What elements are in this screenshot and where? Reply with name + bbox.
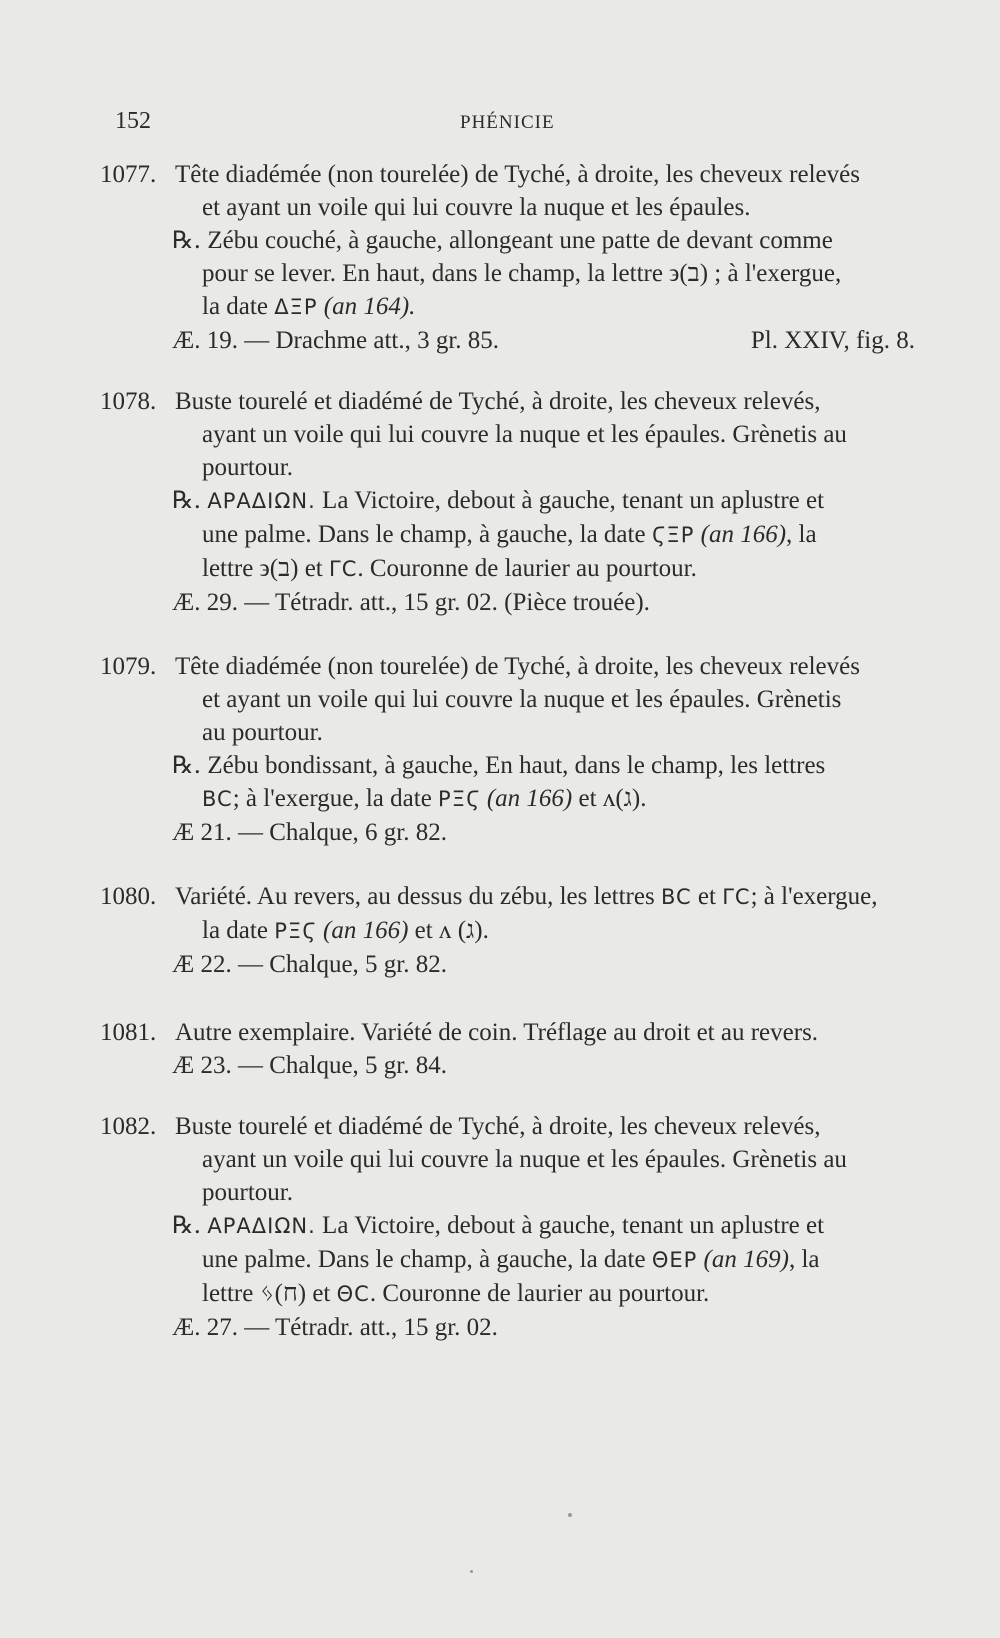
reverse-line: ℞. ΑΡΑΔΙΩΝ. La Victoire, debout à gauche, tenant un aplustre et [172, 486, 825, 514]
date-greek: ΘΕΡ [651, 1248, 698, 1272]
reverse-legend: ΑΡΑΔΙΩΝ. [207, 489, 316, 513]
page-header [115, 108, 910, 148]
coin-entry-1079 [100, 650, 915, 849]
reverse-line: lettre ᛃ(ח) et ΘC. Couronne de laurier au pourtour. [202, 1280, 710, 1307]
date-greek: ΔΞΡ [274, 295, 318, 319]
monogram: ΓC [329, 557, 358, 581]
letter-symbol: ᛃ(ח) [259, 1280, 307, 1307]
reverse-line: pour se lever. En haut, dans le champ, la lettre ϶(ב) ; à l'exergue, [202, 260, 842, 287]
letter-symbol: ϶(ב) [669, 260, 709, 287]
reverse-line: BC; à l'exergue, la date ΡΞϚ (an 166) et ʌ(ג). [202, 785, 647, 812]
reverse-line: une palme. Dans le champ, à gauche, la date ΘΕΡ (an 169), la [202, 1246, 820, 1273]
entry-number: 1079. [100, 653, 157, 680]
date-greek: ΡΞϚ [274, 919, 317, 943]
letters-greek: BC [660, 885, 692, 909]
description-line: Autre exemplaire. Variété de coin. Tréflage au droit et au revers. [175, 1019, 819, 1046]
entry-number: 1081. [100, 1019, 157, 1046]
reverse-symbol: ℞. [172, 486, 202, 514]
metal-line: Æ 21. — Chalque, 6 gr. 82. [172, 819, 447, 846]
reverse-symbol: ℞. [172, 1211, 202, 1239]
paper-speck [470, 1570, 473, 1573]
entry-number: 1078. [100, 388, 157, 415]
date-greek: ΡΞϚ [438, 787, 481, 811]
metal-line: Æ. 27. — Tétradr. att., 15 gr. 02. [172, 1314, 498, 1341]
entry-number: 1080. [100, 883, 157, 910]
coin-entry-1077 [100, 158, 915, 357]
metal-line: Æ. 19. — Drachme att., 3 gr. 85. Pl. XXIV, fig. 8. [100, 324, 915, 357]
letters-greek: BC [202, 787, 233, 811]
coin-entry-1081 [100, 1016, 915, 1082]
reverse-symbol: ℞. [172, 226, 202, 254]
reverse-symbol: ℞. [172, 751, 202, 779]
letter-symbol: ʌ (ג) [438, 917, 483, 944]
obverse-line: Tête diadémée (non tourelée) de Tyché, à droite, les cheveux relevés [175, 653, 860, 680]
reverse-legend: ΑΡΑΔΙΩΝ. [207, 1214, 316, 1238]
letter-symbol: ʌ(ג) [602, 785, 641, 812]
obverse-line: ayant un voile qui lui couvre la nuque et les épaules. Grènetis au [202, 421, 847, 448]
coin-entry-1082 [100, 1110, 915, 1344]
reverse-line: la date ΔΞΡ (an 164). [202, 293, 416, 320]
running-title: PHÉNICIE [460, 112, 555, 133]
reverse-line: lettre ϶(ב) et ΓC. Couronne de laurier au pourtour. [202, 555, 697, 582]
metal-line: Æ. 29. — Tétradr. att., 15 gr. 02. (Pièce trouée). [172, 589, 650, 616]
obverse-line: et ayant un voile qui lui couvre la nuque et les épaules. [202, 194, 751, 221]
obverse-line: pourtour. [202, 454, 293, 481]
obverse-line: Tête diadémée (non tourelée) de Tyché, à droite, les cheveux relevés [175, 161, 860, 188]
plate-reference: Pl. XXIV, fig. 8. [750, 327, 915, 354]
reverse-line: ℞. Zébu bondissant, à gauche, En haut, dans le champ, les lettres [172, 751, 826, 779]
reverse-line: ℞. Zébu couché, à gauche, allongeant une patte de devant comme [172, 226, 833, 254]
monogram: ΘC [336, 1282, 370, 1306]
letter-symbol: ϶(ב) [259, 555, 299, 582]
page-number: 152 [115, 108, 151, 134]
paper-speck [568, 1513, 572, 1517]
obverse-line: et ayant un voile qui lui couvre la nuque et les épaules. Grènetis [202, 686, 842, 713]
reverse-line: une palme. Dans le champ, à gauche, la date ϚΞΡ (an 166), la [202, 521, 817, 548]
coin-entry-1078 [100, 385, 915, 619]
date-greek: ϚΞΡ [651, 523, 695, 547]
description-line: Variété. Au revers, au dessus du zébu, les lettres BC et ΓC; à l'exergue, [175, 883, 878, 910]
obverse-line: ayant un voile qui lui couvre la nuque et les épaules. Grènetis au [202, 1146, 847, 1173]
reverse-line: ℞. ΑΡΑΔΙΩΝ. La Victoire, debout à gauche, tenant un aplustre et [172, 1211, 825, 1239]
description-line: la date ΡΞϚ (an 166) et ʌ (ג). [202, 917, 489, 944]
obverse-line: pourtour. [202, 1179, 293, 1206]
entry-number: 1082. [100, 1113, 157, 1140]
obverse-line: au pourtour. [202, 719, 323, 746]
obverse-line: Buste tourelé et diadémé de Tyché, à droite, les cheveux relevés, [175, 1113, 821, 1140]
metal-line: Æ 23. — Chalque, 5 gr. 84. [172, 1052, 447, 1079]
entry-number: 1077. [100, 161, 157, 188]
coin-entry-1080 [100, 880, 915, 981]
metal-line: Æ 22. — Chalque, 5 gr. 82. [172, 951, 447, 978]
monogram: ΓC [722, 885, 751, 909]
obverse-line: Buste tourelé et diadémé de Tyché, à droite, les cheveux relevés, [175, 388, 821, 415]
